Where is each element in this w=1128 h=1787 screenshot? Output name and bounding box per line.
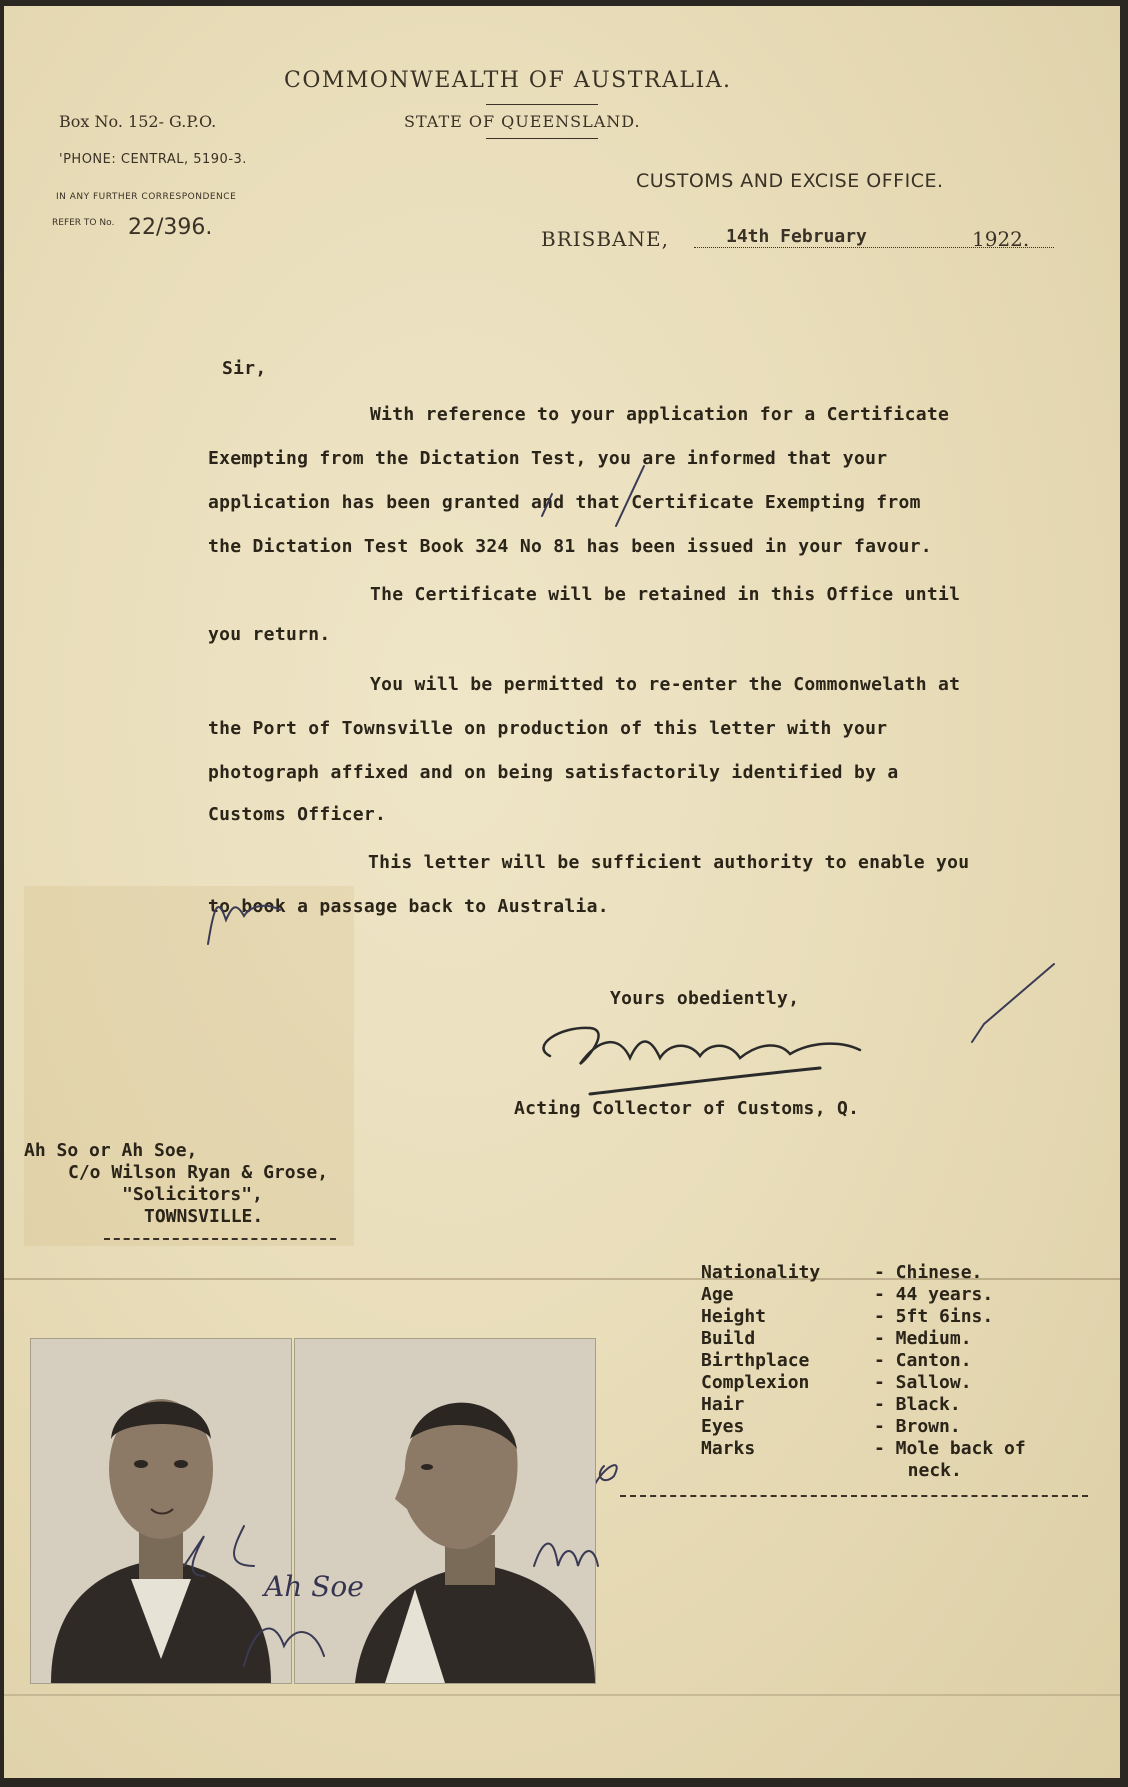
letter-year: 1922. [972,227,1030,251]
desc-label-nationality: Nationality [701,1262,821,1283]
address-line: "Solicitors", [122,1184,263,1205]
reference-number: 22/396. [128,215,213,240]
desc-label-build: Build [701,1328,756,1349]
check-mark [972,964,1054,1042]
letter-line: The Certificate will be retained in this Office until [370,584,961,605]
desc-label-birthplace: Birthplace [701,1350,810,1371]
desc-value-birthplace: - Canton. [874,1350,972,1371]
letter-line: photograph affixed and on being satisfactorily identified by a [208,762,899,783]
desc-value-marks-cont: neck. [886,1460,962,1481]
letterhead-correspondence-note: IN ANY FURTHER CORRESPONDENCE [56,192,237,202]
letter-line: Customs Officer. [208,804,387,825]
letterhead-refer-to: REFER TO No. [52,218,115,228]
desc-label-eyes: Eyes [701,1416,745,1437]
desc-value-marks: - Mole back of [874,1438,1026,1459]
tick-mark [616,466,644,526]
letter-line: the Port of Townsville on production of this letter with your [208,718,888,739]
letter-date: 14th February [726,226,867,247]
desc-value-age: - 44 years. [874,1284,994,1305]
signatory-title: Acting Collector of Customs, Q. [514,1098,860,1119]
desc-label-height: Height [701,1306,767,1327]
address-line: TOWNSVILLE. [144,1206,264,1227]
desc-value-build: - Medium. [874,1328,972,1349]
letterhead-phone: 'PHONE: CENTRAL, 5190-3. [59,152,247,167]
desc-value-hair: - Black. [874,1394,961,1415]
desc-label-marks: Marks [701,1438,756,1459]
signature [520,1006,880,1106]
desc-value-complexion: - Sallow. [874,1372,972,1393]
letter-line: to book a passage back to Australia. [208,896,609,917]
handwriting-stroke [244,1629,324,1666]
letterhead-city: BRISBANE, [541,227,669,251]
address-line: C/o Wilson Ryan & Grose, [68,1162,329,1183]
letterhead-state: STATE OF QUEENSLAND. [404,112,641,131]
letter-line: You will be permitted to re-enter the Commonwelath at [370,674,961,695]
initials-mark [208,906,280,944]
address-line: Ah So or Ah Soe, [24,1140,198,1161]
signature-stroke [544,1028,860,1064]
letter-line: This letter will be sufficient authority to enable you [368,852,970,873]
desc-label-age: Age [701,1284,734,1305]
photo-handwritten-name: Ah Soe [264,1570,364,1603]
description-dashed-rule [620,1495,1088,1497]
document-page [4,6,1120,1778]
letterhead-office: CUSTOMS AND EXCISE OFFICE. [636,170,944,192]
letterhead-title: COMMONWEALTH OF AUSTRALIA. [284,68,732,93]
desc-value-nationality: - Chinese. [874,1262,983,1283]
letter-line: the Dictation Test Book 324 No 81 has been issued in your favour. [208,536,932,557]
salutation: Sir, [222,358,267,379]
letterhead-box-number: Box No. 152- G.P.O. [59,112,217,131]
closing: Yours obediently, [610,988,800,1009]
address-dashed-rule [104,1238,336,1240]
handwriting-stroke [184,1526,254,1576]
signature-underline [590,1068,820,1094]
letter-line: you return. [208,624,331,645]
tick-mark [542,494,552,516]
photo-handwriting [154,1506,614,1676]
letter-line: application has been granted and that Certificate Exempting from [208,492,921,513]
desc-value-height: - 5ft 6ins. [874,1306,994,1327]
desc-label-hair: Hair [701,1394,745,1415]
letter-line: With reference to your application for a Certificate [370,404,950,425]
desc-value-eyes: - Brown. [874,1416,961,1437]
desc-label-complexion: Complexion [701,1372,810,1393]
letter-line: Exempting from the Dictation Test, you are informed that your [208,448,888,469]
handwriting-stroke [534,1544,598,1567]
